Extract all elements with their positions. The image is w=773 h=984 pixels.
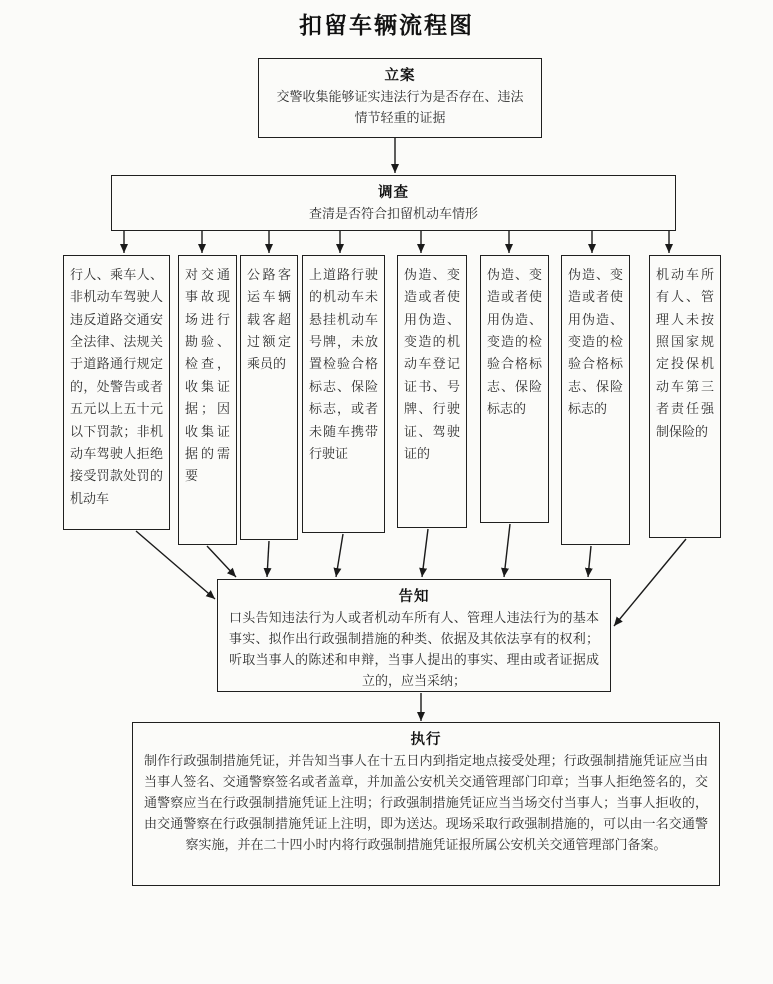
condition-text: 对交通事故现场进行勘验、检查，收集证据；因收集证据的需要 — [185, 267, 230, 484]
arrow-condition-7-to-notification — [588, 546, 591, 577]
condition-box-no-compulsory-insurance — [649, 255, 721, 538]
arrow-condition-5-to-notification — [422, 529, 428, 577]
arrow-condition-2-to-notification — [207, 546, 236, 577]
notification-stage-box — [217, 579, 611, 692]
condition-box-forged-registration-documents — [397, 255, 467, 528]
condition-box-forged-inspection-insurance-marks-2 — [561, 255, 630, 545]
condition-box-forged-inspection-insurance-marks-1 — [480, 255, 549, 523]
condition-box-bus-overload — [240, 255, 298, 540]
condition-text: 上道路行驶的机动车未悬挂机动车号牌，未放置检验合格标志、保险标志，或者未随车携带行驶证 — [309, 267, 378, 461]
condition-text: 伪造、变造或者使用伪造、变造的机动车登记证书、号牌、行驶证、驾驶证的 — [404, 267, 460, 461]
filing-stage-title: 立案 — [384, 68, 416, 84]
condition-box-pedestrian-nonmotor-violation — [63, 255, 170, 530]
arrow-condition-8-to-notification — [614, 539, 686, 626]
investigation-stage-desc: 查清是否符合扣留机动车情形 — [308, 206, 478, 221]
condition-box-no-plate-or-marks — [302, 255, 385, 533]
execution-stage-title: 执行 — [410, 732, 442, 748]
notification-stage-title: 告知 — [398, 589, 430, 605]
execution-stage-box — [132, 722, 720, 886]
filing-stage-box — [258, 58, 542, 138]
condition-text: 机动车所有人、管理人未按照国家规定投保机动车第三者责任强制保险的 — [656, 267, 714, 439]
arrow-condition-4-to-notification — [336, 534, 343, 577]
arrow-condition-3-to-notification — [267, 541, 269, 577]
condition-text: 行人、乘车人、非机动车驾驶人违反道路交通安全法律、法规关于道路通行规定的，处警告或者五元以上五十元以下罚款；非机动车驾驶人拒绝接受罚款处罚的机动车 — [70, 267, 163, 506]
filing-stage-desc: 交警收集能够证实违法行为是否存在、违法情节轻重的证据 — [276, 89, 524, 126]
execution-stage-desc: 制作行政强制措施凭证，并告知当事人在十五日内到指定地点接受处理；行政强制措施凭证应当由当事人签名、交通警察签名或者盖章，并加盖公安机关交通管理部门印章；当事人拒绝签名的，交通警察应当在行政强制措施凭证上注明；行政强制措施凭证应当当场交付当事人；当事人拒收的，由交通警察在行政强制措施凭证上注明，即为送达。现场采取行政强制措施的，可以由一名交通警察实施，并在二十四小时内将行政强制措施凭证报所属公安机关交通管理部门备案。 — [144, 753, 708, 853]
condition-text: 公路客运车辆载客超过额定乘员的 — [247, 267, 291, 372]
condition-box-accident-scene-evidence — [178, 255, 237, 545]
condition-text: 伪造、变造或者使用伪造、变造的检验合格标志、保险标志的 — [487, 267, 542, 417]
arrow-condition-6-to-notification — [504, 524, 510, 577]
condition-text: 伪造、变造或者使用伪造、变造的检验合格标志、保险标志的 — [568, 267, 623, 417]
notification-stage-desc: 口头告知违法行为人或者机动车所有人、管理人违法行为的基本事实、拟作出行政强制措施的种类、依据及其依法享有的权利；听取当事人的陈述和申辩，当事人提出的事实、理由或者证据成立的，应当采纳； — [229, 610, 599, 689]
page-title: 扣留车辆流程图 — [299, 13, 474, 38]
investigation-stage-box — [111, 175, 676, 231]
investigation-stage-title: 调查 — [378, 185, 409, 201]
